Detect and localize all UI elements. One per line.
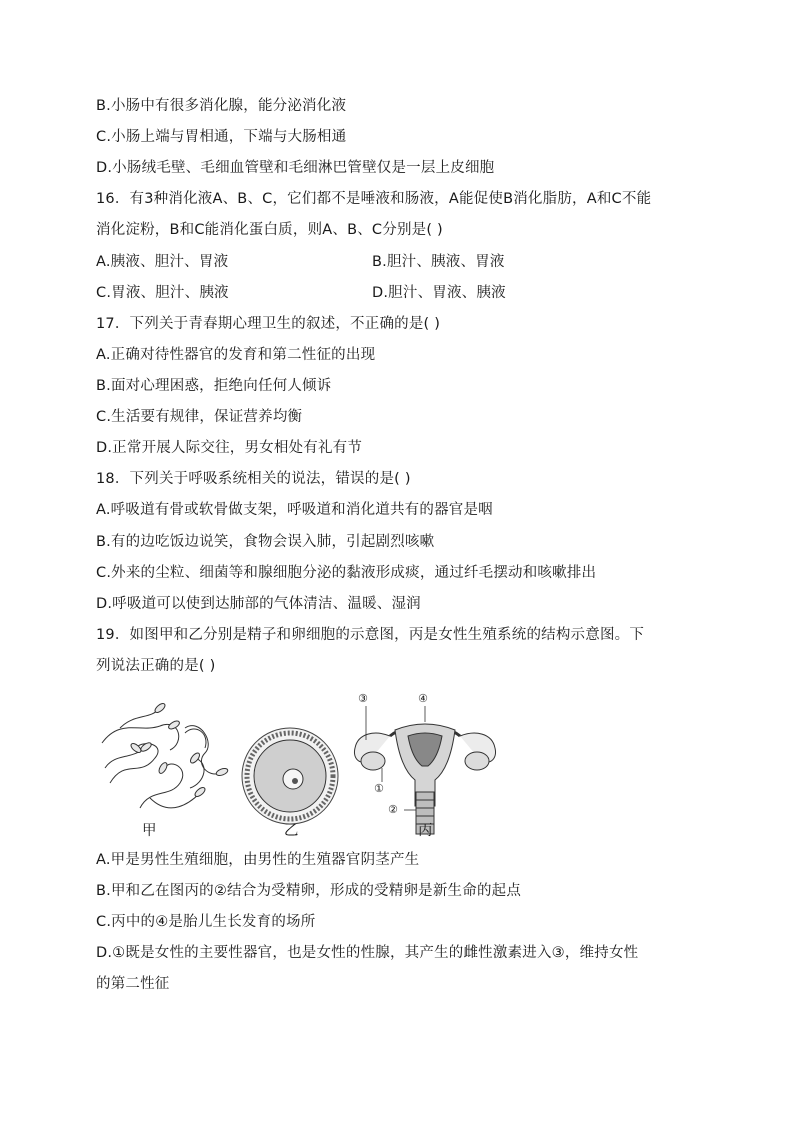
q16-stem-line2: 消化淀粉，B和C能消化蛋白质，则A、B、C分别是( ) bbox=[96, 222, 443, 238]
q17-option-a: A.正确对待性器官的发育和第二性征的出现 bbox=[96, 347, 376, 363]
q18-option-b: B.有的边吃饭边说笑，食物会误入肺，引起剧烈咳嗽 bbox=[96, 534, 435, 550]
q19-option-a: A.甲是男性生殖细胞，由男性的生殖器官阴茎产生 bbox=[96, 852, 420, 868]
q16-option-d: D.胆汁、胃液、胰液 bbox=[372, 285, 506, 301]
q17-option-b: B.面对心理困惑，拒绝向任何人倾诉 bbox=[96, 378, 332, 394]
q17-option-c: C.生活要有规律，保证营养均衡 bbox=[96, 409, 303, 425]
q19-stem-line2: 列说法正确的是( ) bbox=[96, 658, 216, 674]
callout-1: ① bbox=[374, 782, 384, 795]
q16-option-a: A.胰液、胆汁、胃液 bbox=[96, 254, 229, 270]
label-yi: 乙 bbox=[284, 823, 299, 839]
q15-option-d: D.小肠绒毛壁、毛细血管壁和毛细淋巴管壁仅是一层上皮细胞 bbox=[96, 160, 495, 176]
q19-figure bbox=[90, 688, 520, 843]
q16-option-b: B.胆汁、胰液、胃液 bbox=[372, 254, 505, 270]
callout-3: ③ bbox=[358, 692, 368, 705]
q17-stem: 17．下列关于青春期心理卫生的叙述，不正确的是( ) bbox=[96, 316, 441, 332]
q18-option-d: D.呼吸道可以使到达肺部的气体清洁、温暖、湿润 bbox=[96, 596, 421, 612]
q15-option-b: B.小肠中有很多消化腺，能分泌消化液 bbox=[96, 98, 347, 114]
reproductive-cells-diagram bbox=[90, 688, 520, 843]
egg-cell-illustration bbox=[242, 728, 338, 824]
q19-option-d-line2: 的第二性征 bbox=[96, 976, 170, 992]
female-reproductive-system-illustration bbox=[354, 706, 495, 834]
q17-option-d: D.正常开展人际交往，男女相处有礼有节 bbox=[96, 440, 363, 456]
q19-stem-line1: 19．如图甲和乙分别是精子和卵细胞的示意图，丙是女性生殖系统的结构示意图。下 bbox=[96, 627, 645, 643]
callout-4: ④ bbox=[418, 692, 428, 705]
q19-option-d-line1: D.①既是女性的主要性器官，也是女性的性腺，其产生的雌性激素进入③，维持女性 bbox=[96, 945, 639, 961]
label-jia: 甲 bbox=[142, 823, 157, 839]
q19-option-c: C.丙中的④是胎儿生长发育的场所 bbox=[96, 914, 316, 930]
q16-option-c: C.胃液、胆汁、胰液 bbox=[96, 285, 229, 301]
q18-option-c: C.外来的尘粒、细菌等和腺细胞分泌的黏液形成痰，通过纤毛摆动和咳嗽排出 bbox=[96, 565, 597, 581]
callout-2: ② bbox=[388, 803, 398, 816]
q18-stem: 18．下列关于呼吸系统相关的说法，错误的是( ) bbox=[96, 471, 411, 487]
q19-option-b: B.甲和乙在图丙的②结合为受精卵，形成的受精卵是新生命的起点 bbox=[96, 883, 522, 899]
label-bing: 丙 bbox=[418, 823, 433, 839]
q15-option-c: C.小肠上端与胃相通，下端与大肠相通 bbox=[96, 129, 347, 145]
q18-option-a: A.呼吸道有骨或软骨做支架，呼吸道和消化道共有的器官是咽 bbox=[96, 502, 493, 518]
q16-stem-line1: 16．有3种消化液A、B、C，它们都不是唾液和肠液，A能促使B消化脂肪，A和C不能 bbox=[96, 191, 652, 207]
